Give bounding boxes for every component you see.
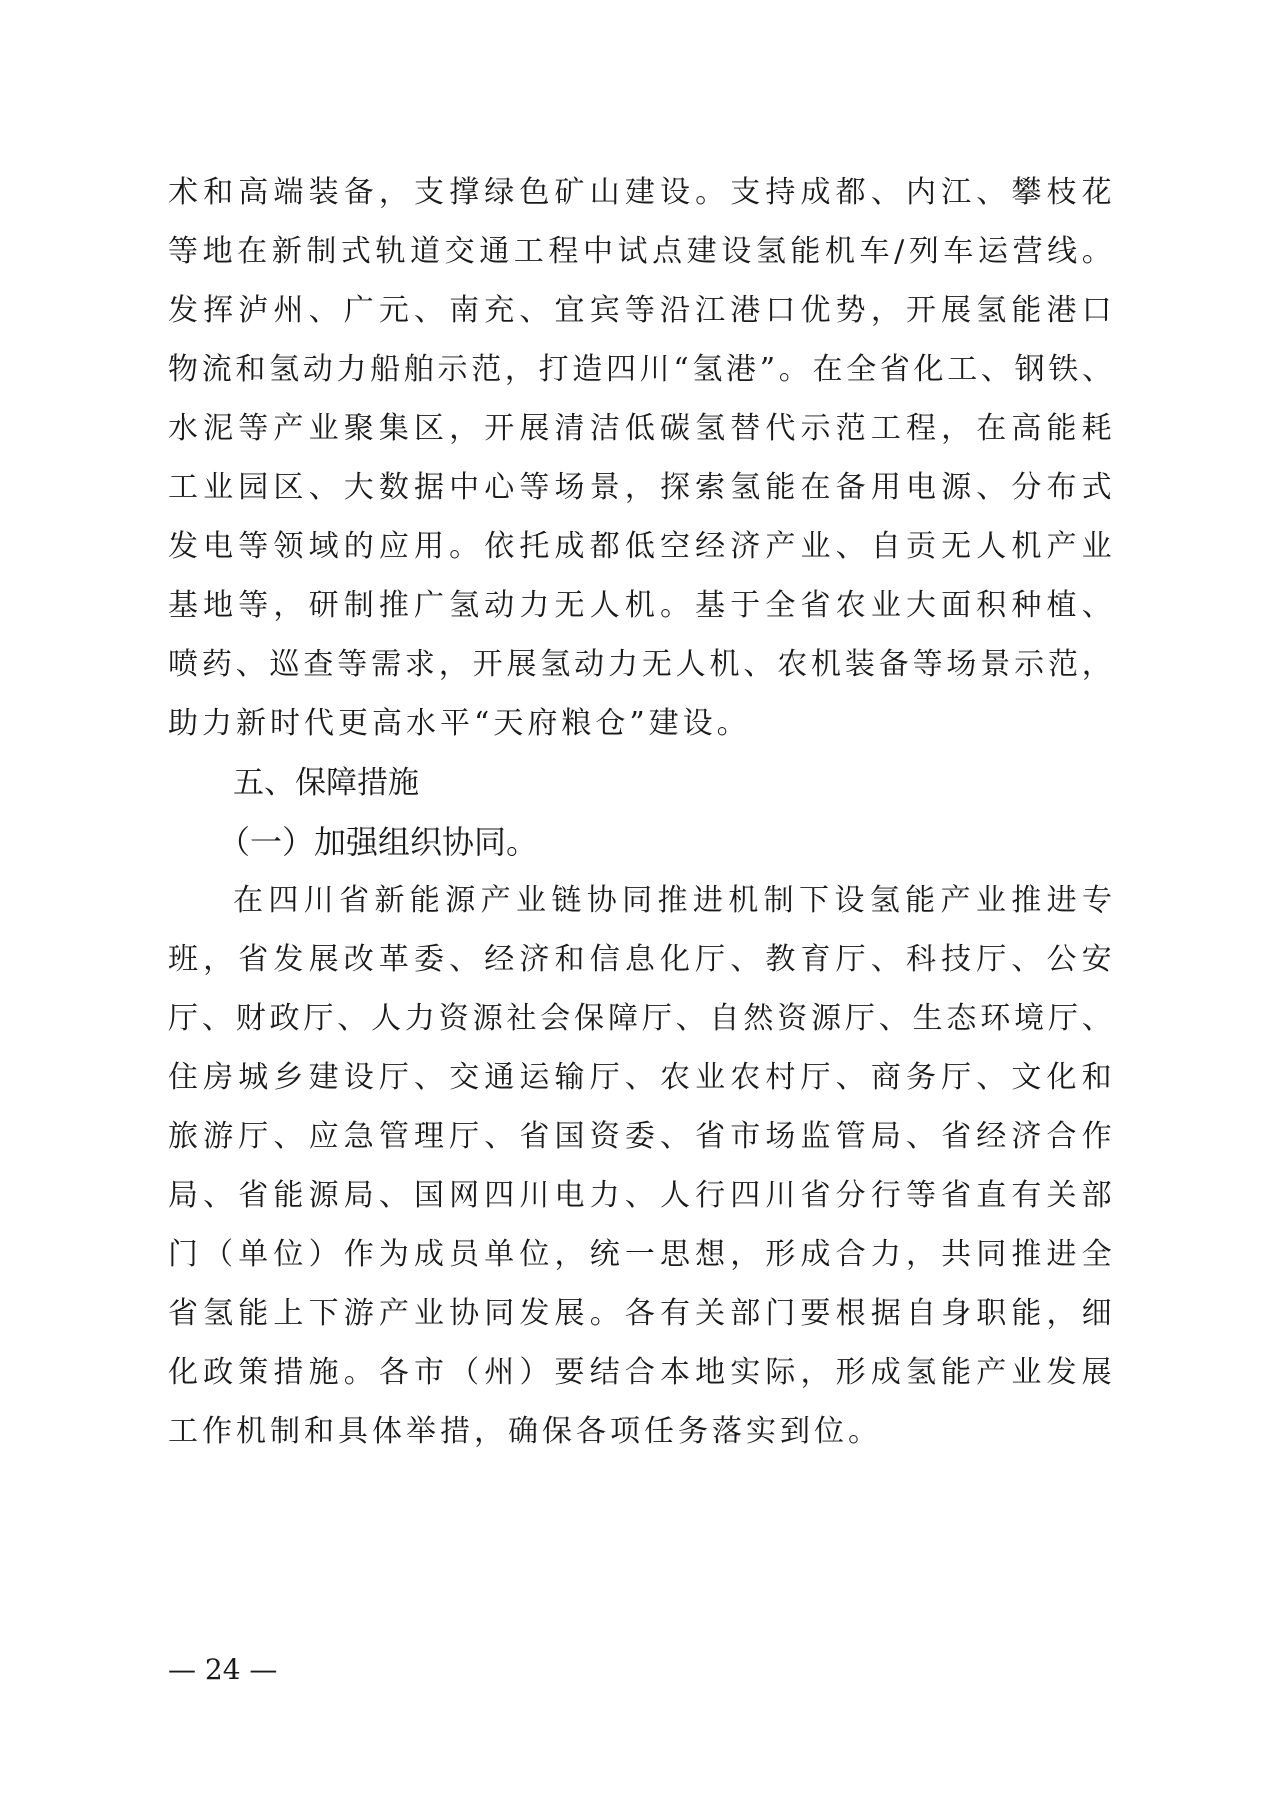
text-line: 助力新时代更高水平“天府粮仓”建设。 (168, 706, 751, 741)
text-line: 水 泥 等 产 业 聚 集 区 ， 开 展 清 洁 低 碳 氢 替 代 示 范 工 程 ， 在 高 能 耗 (168, 411, 1112, 446)
text-line: 发 电 等 领 域 的 应 用 。 依 托 成 都 低 空 经 济 产 业 、 自 贡 无 人 机 产 业 (168, 529, 1112, 564)
text-line: 省 氢 能 上 下 游 产 业 协 同 发 展 。 各 有 关 部 门 要 根 据 自 身 职 能 ， 细 (168, 1296, 1112, 1331)
text-line: 班 ， 省 发 展 改 革 委 、 经 济 和 信 息 化 厅 、 教 育 厅 、 科 技 厅 、 公 安 (168, 942, 1112, 977)
text-line: 发 挥 泸 州 、 广 元 、 南 充 、 宜 宾 等 沿 江 港 口 优 势 ， 开 展 氢 能 港 口 (168, 293, 1112, 328)
text-line: 基 地 等 ， 研 制 推 广 氢 动 力 无 人 机 。 基 于 全 省 农 业 大 面 积 种 植 、 (168, 588, 1112, 623)
subsection-heading: （一）加强组织协同。 (218, 823, 539, 861)
text-line: 门 （ 单 位 ） 作 为 成 员 单 位 ， 统 一 思 想 ， 形 成 合 力 ， 共 同 推 进 全 (168, 1237, 1112, 1272)
text-line: 化 政 策 措 施 。 各 市 （ 州 ） 要 结 合 本 地 实 际 ， 形 成 氢 能 产 业 发 展 (168, 1355, 1112, 1390)
text-line: 住 房 城 乡 建 设 厅 、 交 通 运 输 厅 、 农 业 农 村 厅 、 商 务 厅 、 文 化 和 (168, 1060, 1112, 1095)
text-line: 厅 、 财 政 厅 、 人 力 资 源 社 会 保 障 厅 、 自 然 资 源 厅 、 生 态 环 境 厅 、 (168, 1001, 1112, 1036)
text-line: 等 地 在 新 制 式 轨 道 交 通 工 程 中 试 点 建 设 氢 能 机 车 / 列 车 运 营 线 。 (168, 234, 1112, 269)
text-line: 在 四 川 省 新 能 源 产 业 链 协 同 推 进 机 制 下 设 氢 能 产 业 推 进 专 (233, 883, 1112, 918)
text-line: 工作机制和具体举措，确保各项任务落实到位。 (168, 1414, 882, 1449)
text-line: 工 业 园 区 、 大 数 据 中 心 等 场 景 ， 探 索 氢 能 在 备 用 电 源 、 分 布 式 (168, 470, 1112, 505)
text-line: 旅 游 厅 、 应 急 管 理 厅 、 省 国 资 委 、 省 市 场 监 管 局 、 省 经 济 合 作 (168, 1119, 1112, 1154)
text-line: 物 流 和 氢 动 力 船 舶 示 范 ， 打 造 四 川 “ 氢 港 ” 。 在 全 省 化 工 、 钢 铁 、 (168, 352, 1112, 387)
section-heading: 五、保障措施 (233, 765, 419, 801)
text-line: 局 、 省 能 源 局 、 国 网 四 川 电 力 、 人 行 四 川 省 分 行 等 省 直 有 关 部 (168, 1178, 1112, 1213)
text-line: 喷 药 、 巡 查 等 需 求 ， 开 展 氢 动 力 无 人 机 、 农 机 装 备 等 场 景 示 范 ， (168, 647, 1112, 682)
text-line: 术 和 高 端 装 备 ， 支 撑 绿 色 矿 山 建 设 。 支 持 成 都 、 内 江 、 攀 枝 花 (168, 175, 1112, 210)
page-number: — 24 — (168, 1653, 278, 1686)
